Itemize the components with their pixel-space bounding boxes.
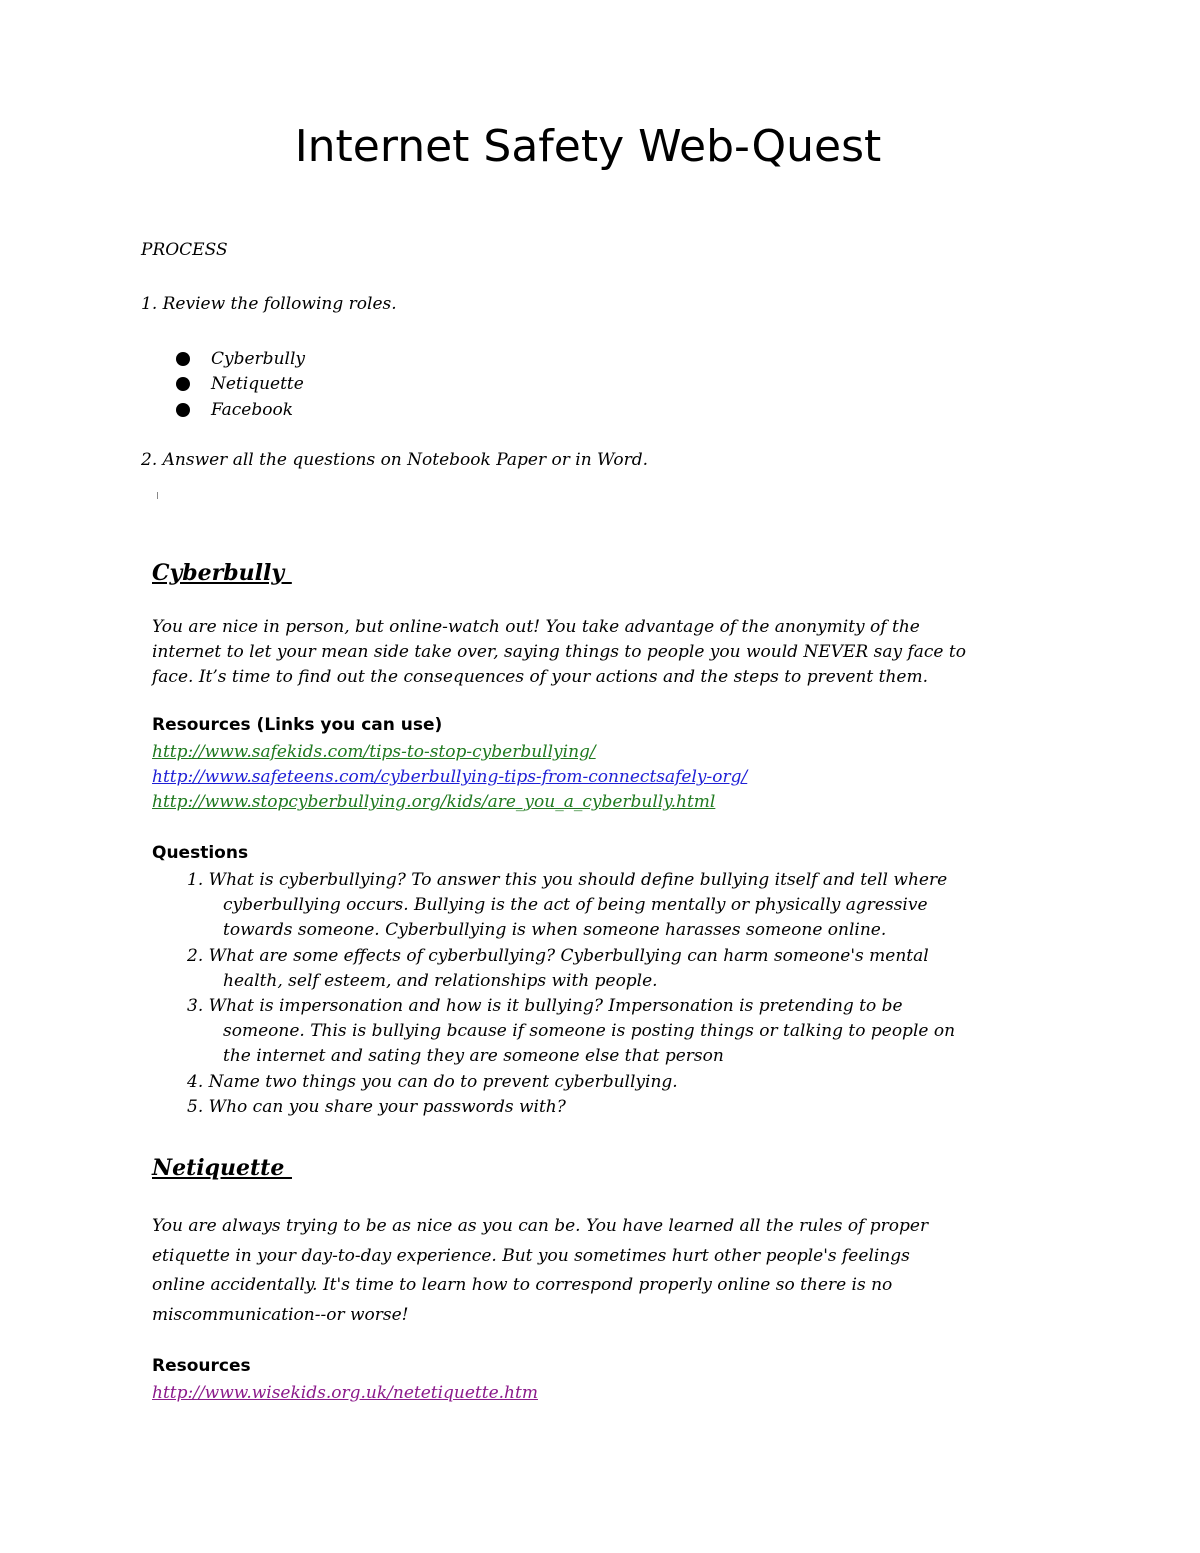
question-line: health, self esteem, and relationships with people. <box>223 970 658 991</box>
bullet-icon <box>176 403 190 417</box>
document-title: Internet Safety Web-Quest <box>294 121 882 173</box>
paragraph-line: internet to let your mean side take over, saying things to people you would NEVER say face to <box>152 642 966 662</box>
question-line: towards someone. Cyberbullying is when someone harasses someone online. <box>223 920 887 941</box>
paragraph-line: face. It’s time to find out the consequences of your actions and the steps to prevent them. <box>152 667 928 687</box>
bullet-icon <box>176 352 190 366</box>
cyberbully-heading: Cyberbully <box>152 560 292 586</box>
netiquette-heading: Netiquette <box>152 1155 292 1181</box>
netiquette-links <box>152 1381 538 1406</box>
question-line: the internet and sating they are someone else that person <box>223 1046 724 1067</box>
paragraph-line: You are always trying to be as nice as you can be. You have learned all the rules of proper <box>152 1216 929 1236</box>
list-item <box>176 397 305 423</box>
question-line: someone. This is bullying bcause if someone is posting things or talking to people on <box>223 1021 956 1042</box>
list-item <box>176 372 305 398</box>
cyberbully-links <box>152 740 747 815</box>
cyberbully-description <box>152 615 966 690</box>
list-item <box>176 346 305 372</box>
role-label: Facebook <box>211 399 294 420</box>
question-line: 3. What is impersonation and how is it bullying? Impersonation is pretending to be <box>187 996 903 1017</box>
question-line: 1. What is cyberbullying? To answer this you should define bullying itself and tell where <box>187 870 948 890</box>
resource-link[interactable]: http://www.wisekids.org.uk/netetiquette.htm <box>152 1383 538 1403</box>
paragraph-line: online accidentally. It's time to learn how to correspond properly online so there is no <box>152 1275 893 1295</box>
role-label: Netiquette <box>211 374 304 395</box>
process-label: PROCESS <box>141 240 228 260</box>
questions-label: Questions <box>152 843 249 863</box>
question-line: 4. Name two things you can do to prevent cyberbullying. <box>187 1071 678 1092</box>
netiquette-resources-label: Resources <box>152 1356 251 1376</box>
question-line: 5. Who can you share your passwords with? <box>187 1096 566 1117</box>
question-line: cyberbullying occurs. Bullying is the act of being mentally or physically agressive <box>223 895 928 916</box>
paragraph-line: You are nice in person, but online-watch out! You take advantage of the anonymity of the <box>152 617 920 637</box>
questions-list <box>187 868 955 1120</box>
stray-mark <box>157 492 158 499</box>
process-step-2: 2. Answer all the questions on Notebook Paper or in Word. <box>141 450 649 470</box>
paragraph-line: miscommunication--or worse! <box>152 1304 409 1325</box>
paragraph-line: etiquette in your day-to-day experience. But you sometimes hurt other people's feelings <box>152 1245 910 1266</box>
resource-link[interactable]: http://www.stopcyberbullying.org/kids/are_you_a_cyberbully.html <box>152 792 716 812</box>
resource-link[interactable]: http://www.safeteens.com/cyberbullying-tips-from-connectsafely-org/ <box>152 767 748 787</box>
resource-link[interactable]: http://www.safekids.com/tips-to-stop-cyberbullying/ <box>152 742 596 762</box>
process-step-1: 1. Review the following roles. <box>141 294 397 314</box>
bullet-icon <box>176 377 190 391</box>
netiquette-description <box>152 1212 928 1330</box>
question-line: 2. What are some effects of cyberbullying? Cyberbullying can harm someone's mental <box>187 945 929 966</box>
roles-list <box>176 346 305 423</box>
cyberbully-resources-label: Resources (Links you can use) <box>152 715 443 735</box>
role-label: Cyberbully <box>211 348 305 369</box>
